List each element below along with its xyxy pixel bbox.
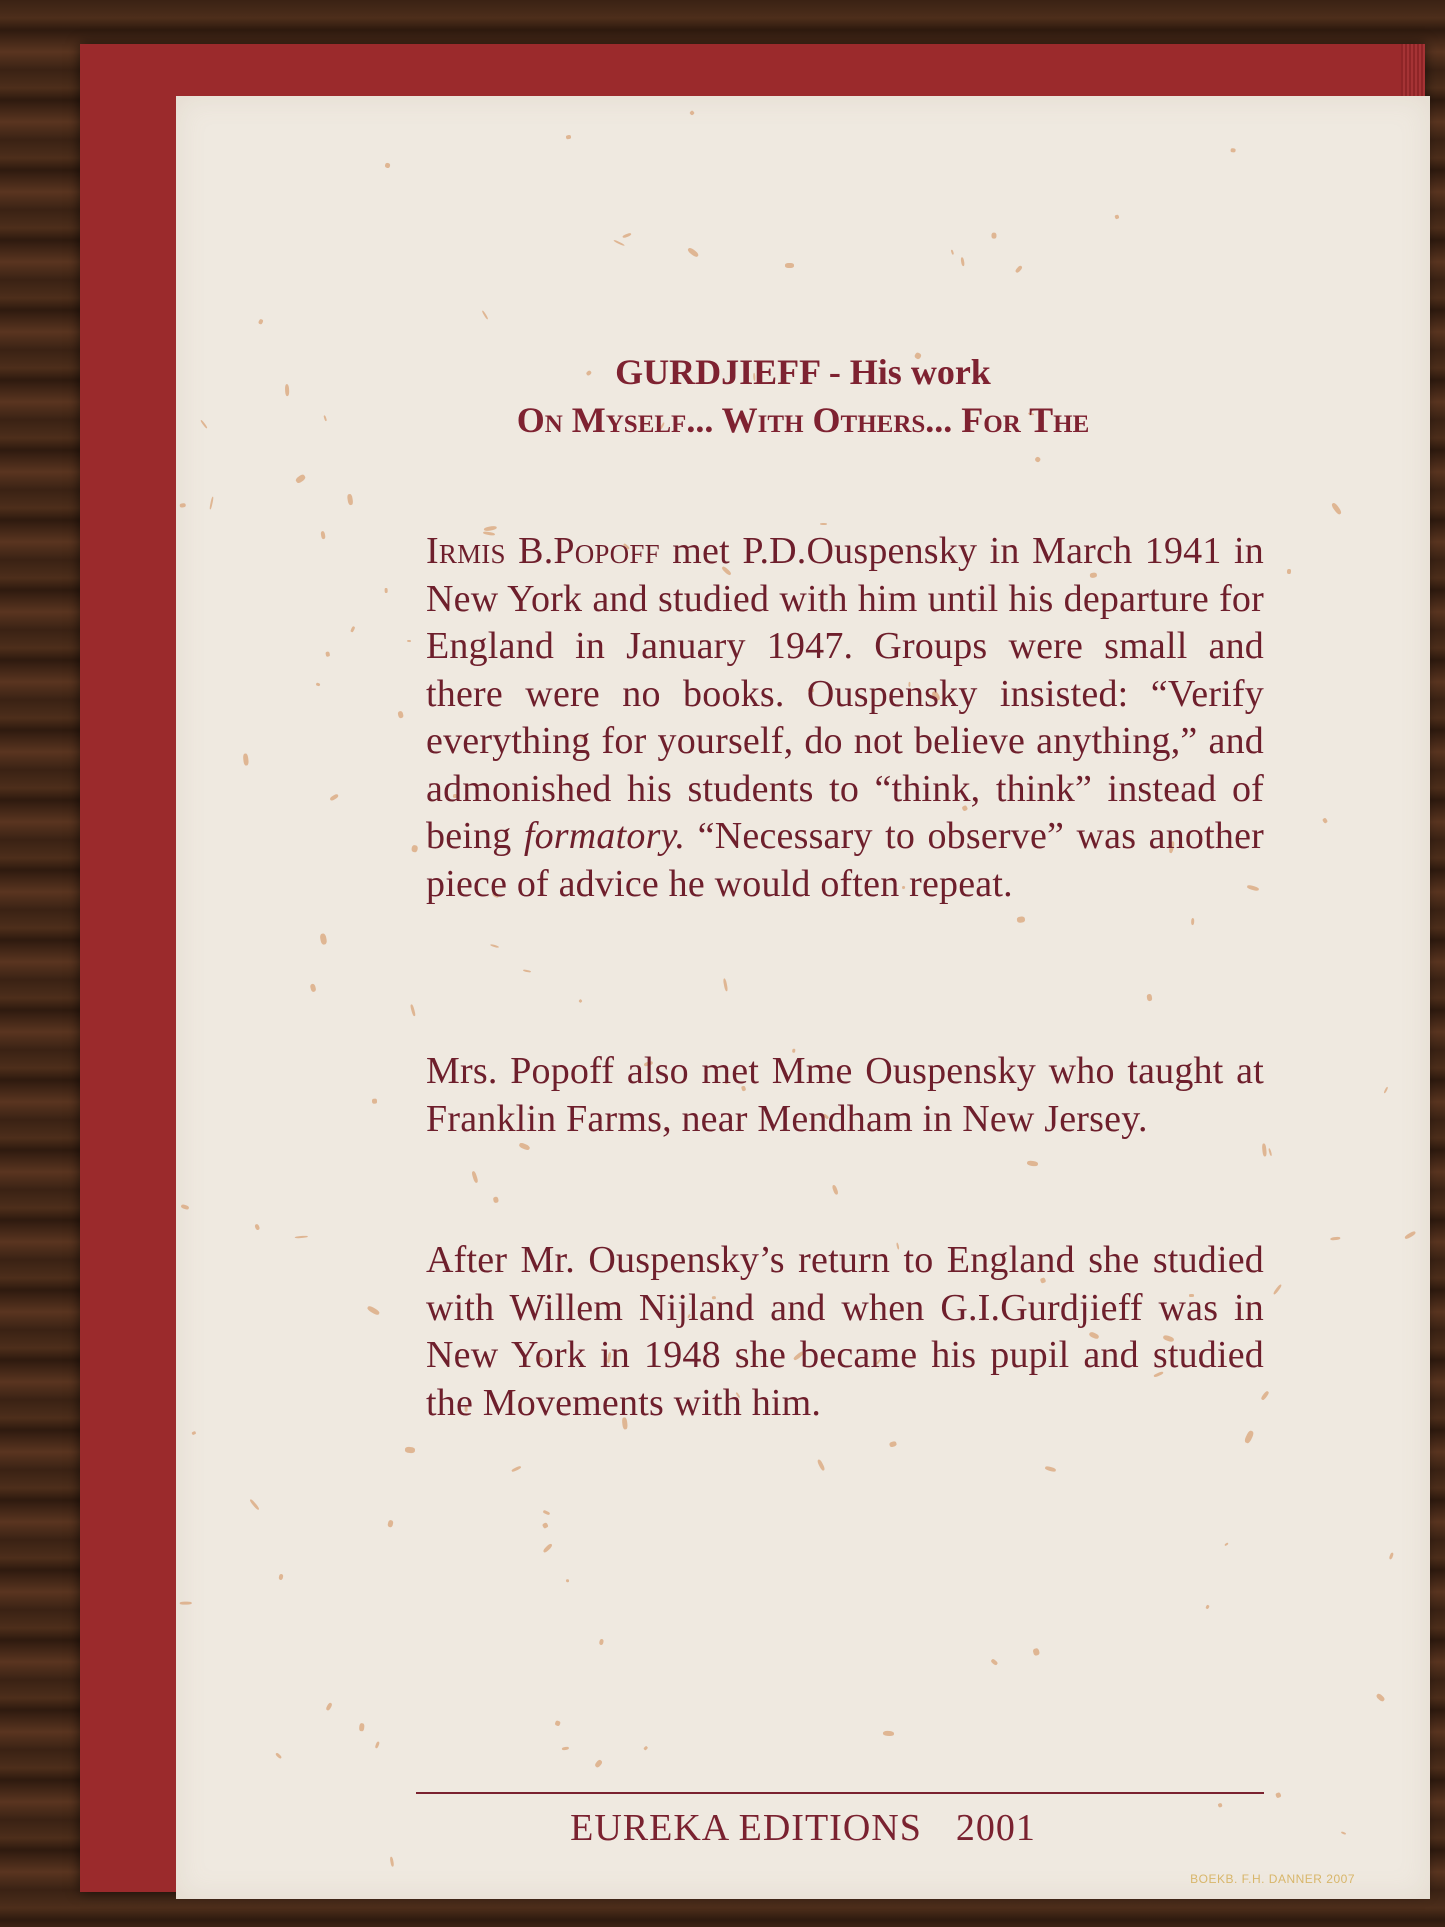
paper-fleck	[785, 263, 794, 268]
paper-fleck	[1275, 1792, 1281, 1799]
paper-fleck	[180, 503, 186, 508]
paper-fleck	[1027, 1160, 1039, 1166]
paper-fleck	[410, 1004, 416, 1016]
paper-fleck	[621, 233, 631, 239]
publisher-footer	[176, 1806, 1430, 1850]
paper-fleck	[1147, 994, 1153, 1002]
title-line-2: On Myself... With Others... For The	[516, 400, 1090, 440]
paper-fleck	[518, 1142, 530, 1151]
paper-fleck	[1016, 916, 1025, 922]
title-line-1: GURDJIEFF - His work	[615, 352, 991, 392]
paper-fleck	[1262, 1143, 1267, 1156]
paper-fleck	[598, 1638, 604, 1645]
paper-fleck	[254, 1223, 260, 1230]
paper-fleck	[320, 933, 328, 945]
paper-fleck	[350, 626, 355, 632]
paragraph-3	[426, 1237, 1264, 1427]
paper-fleck	[320, 531, 326, 540]
paper-fleck	[594, 1759, 603, 1768]
paper-fleck	[482, 311, 489, 321]
footer-rule	[416, 1792, 1264, 1794]
paper-fleck	[274, 1752, 281, 1759]
cover-title	[176, 348, 1430, 444]
paper-fleck	[191, 1431, 196, 1435]
paper-fleck	[209, 496, 214, 509]
paper-fleck	[324, 651, 329, 657]
paper-fleck	[367, 1305, 380, 1316]
paper-fleck	[1322, 818, 1328, 824]
paper-fleck	[644, 1746, 649, 1751]
paper-fleck	[315, 683, 320, 688]
paragraph-2-text: Mrs. Popoff also met Mme Ouspensky who taught at Franklin Farms, near Mendham in New Jersey.	[426, 1050, 1264, 1140]
back-cover-paper	[176, 96, 1430, 1899]
paper-fleck	[817, 1459, 826, 1472]
paper-fleck	[1403, 1230, 1416, 1240]
paper-fleck	[1383, 1087, 1388, 1095]
paper-fleck	[1272, 1283, 1282, 1295]
paper-fleck	[1330, 501, 1342, 514]
paragraph-1-italic: formatory.	[523, 815, 686, 857]
paper-fleck	[180, 1204, 189, 1210]
paper-fleck	[411, 845, 418, 853]
paper-fleck	[295, 1236, 308, 1239]
paper-fleck	[687, 247, 700, 259]
paper-fleck	[542, 1543, 553, 1554]
paper-fleck	[1287, 569, 1292, 574]
paper-fleck	[258, 318, 264, 325]
paper-fleck	[566, 134, 571, 139]
paper-fleck	[471, 1171, 478, 1183]
paper-fleck	[991, 1659, 998, 1666]
paper-fleck	[1191, 918, 1195, 925]
paper-fleck	[1034, 455, 1041, 462]
paper-fleck	[992, 233, 997, 239]
paper-fleck	[1268, 1148, 1272, 1156]
publication-year: 2001	[955, 1807, 1036, 1849]
paper-fleck	[390, 1857, 395, 1867]
paper-fleck	[278, 1574, 284, 1581]
paragraph-3-text: After Mr. Ouspensky’s return to England she studied with Willem Nijland and when G.I.Gurdjieff was in New York in 1948 she became his pupil and studied the Movements with him.	[426, 1239, 1264, 1424]
paper-fleck	[243, 753, 249, 765]
binder-mark: BOEKB. F.H. DANNER 2007	[1190, 1872, 1355, 1886]
paper-fleck	[1329, 1236, 1340, 1240]
paper-fleck	[385, 162, 391, 168]
paper-fleck	[1015, 264, 1023, 272]
paragraph-2	[426, 1048, 1264, 1143]
paper-fleck	[950, 249, 953, 254]
paper-fleck	[1045, 1465, 1056, 1471]
paper-fleck	[542, 1522, 548, 1528]
paper-fleck	[889, 1441, 897, 1447]
paper-fleck	[1224, 1542, 1229, 1547]
paper-fleck	[1205, 1605, 1210, 1610]
paper-fleck	[1231, 148, 1236, 153]
paper-fleck	[566, 1579, 569, 1582]
paper-fleck	[543, 1510, 550, 1515]
paper-fleck	[523, 969, 531, 973]
paper-fleck	[492, 1197, 498, 1203]
paper-fleck	[723, 979, 729, 992]
paragraph-1-text-a: met P.D.Ouspensky in March 1941 in New York and studied with him until his departure for England in January 1947. Groups were small and there were no books. Ouspensky insisted: “Verify everything for yourself, do not believe anything,” and admonished his students to “think, think” instead of being	[426, 530, 1264, 857]
paper-fleck	[374, 1741, 379, 1748]
paper-fleck	[511, 1466, 521, 1473]
paper-fleck	[1244, 1430, 1255, 1444]
paragraph-1	[426, 528, 1264, 908]
paper-fleck	[372, 1099, 377, 1105]
paper-fleck	[613, 240, 625, 248]
paper-fleck	[689, 110, 695, 116]
paper-fleck	[295, 474, 306, 484]
paper-fleck	[960, 257, 965, 266]
paper-fleck	[554, 1720, 560, 1727]
paper-fleck	[359, 1723, 364, 1731]
paper-fleck	[562, 1747, 569, 1751]
paper-fleck	[1388, 1552, 1393, 1559]
paper-fleck	[1114, 215, 1119, 220]
paper-fleck	[329, 793, 339, 801]
publisher-name: EUREKA EDITIONS	[570, 1807, 922, 1849]
paper-fleck	[405, 1446, 415, 1452]
paper-fleck	[180, 1602, 192, 1605]
paper-fleck	[831, 1185, 839, 1196]
paper-fleck	[490, 943, 499, 948]
paper-fleck	[1376, 1693, 1386, 1703]
paper-fleck	[249, 1498, 260, 1510]
paper-fleck	[387, 1519, 394, 1527]
book-cover	[80, 44, 1425, 1892]
paper-fleck	[309, 983, 316, 992]
paper-fleck	[385, 588, 388, 593]
paper-fleck	[407, 640, 411, 643]
paper-fleck	[883, 1731, 895, 1737]
paper-fleck	[820, 523, 827, 525]
paragraph-1-text-b: “Necessary to observe” was another piece of advice he would often repeat.	[426, 815, 1264, 905]
paper-fleck	[1032, 1647, 1039, 1655]
paper-fleck	[397, 711, 404, 719]
paper-fleck	[347, 493, 353, 504]
paper-fleck	[326, 1702, 333, 1711]
paper-fleck	[579, 999, 583, 1003]
author-name: Irmis B.Popoff	[426, 530, 660, 572]
